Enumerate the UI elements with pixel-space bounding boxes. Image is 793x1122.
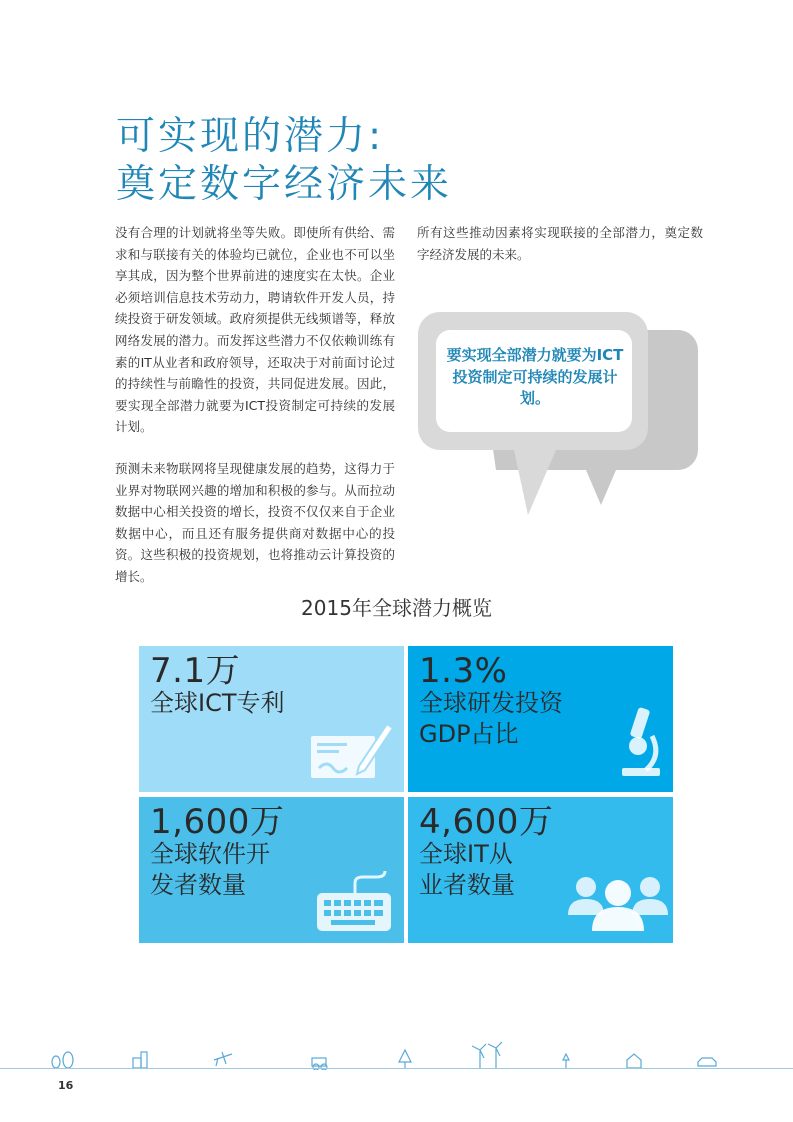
title-line-2: 奠定数字经济未来 — [116, 162, 453, 207]
title-line-1: 可实现的潜力: — [116, 114, 385, 159]
pull-quote: 要实现全部潜力就要为ICT投资制定可持续的发展计划。 — [446, 346, 624, 407]
speech-bubble-icon — [416, 310, 702, 530]
keyboard-icon — [315, 869, 395, 935]
stat-label: 全球IT从 业者数量 — [419, 840, 515, 899]
stat-value: 1,600万 — [150, 802, 285, 842]
city-icon — [133, 1052, 147, 1068]
left-text-column — [115, 222, 395, 608]
airplane-icon — [214, 1052, 232, 1066]
patent-certificate-pen-icon — [309, 716, 395, 782]
page-number: 16 — [58, 1079, 74, 1092]
small-tree-icon — [563, 1054, 569, 1068]
body-paragraph-1: 没有合理的计划就将坐等失败。即使所有供给、需求和与联接有关的体验均已就位，企业也不可以坐享其成，因为整个世界前进的速度实在太快。企业必须培训信息技术劳动力，聘请软件开发人员，持续投资于研发领域。政府须提供无线频谱等，释放网络发展的潜力。而发挥这些潜力不仅依赖训练有素的IT从业者和政府领导，还取决于对前面讨论过的持续性与前瞻性的投资，共同促进发展。因此，要实现全部潜力就要为ICT投资制定可持续的发展计划。 — [115, 225, 395, 435]
stat-value: 1.3% — [419, 651, 508, 691]
footer-divider — [0, 1068, 793, 1069]
body-paragraph-2: 预测未来物联网将呈现健康发展的趋势，这得力于业界对物联网兴趣的增加和积极的参与。从而拉动数据中心相关投资的增长，投资不仅仅来自于企业数据中心，而且还有服务提供商对数据中心的投资。这些积极的投资规划，也将推动云计算投资的增长。 — [115, 460, 395, 584]
stat-value: 7.1万 — [150, 651, 241, 691]
stat-label: 全球ICT专利 — [150, 689, 285, 717]
people-group-icon — [568, 869, 668, 935]
stat-tile-rd-investment — [408, 646, 673, 792]
stat-tile-it-workers — [408, 797, 673, 943]
car-icon — [698, 1058, 716, 1066]
stat-tile-software-developers — [139, 797, 404, 943]
stat-tile-ict-patents — [139, 646, 404, 792]
microscope-icon — [616, 706, 666, 782]
footer-landscape — [0, 1040, 793, 1070]
right-text-column — [417, 222, 703, 285]
tree-icon — [52, 1052, 73, 1068]
page-title — [116, 113, 452, 209]
pine-tree-icon — [399, 1050, 411, 1068]
wind-turbine-icon — [472, 1042, 502, 1068]
overview-title: 2015年全球潜力概览 — [301, 596, 492, 620]
stat-value: 4,600万 — [419, 802, 554, 842]
stat-label: 全球研发投资 GDP占比 — [419, 689, 563, 748]
house-icon — [627, 1054, 641, 1068]
body-paragraph-3: 所有这些推动因素将实现联接的全部潜力，奠定数字经济发展的未来。 — [417, 225, 703, 262]
stat-label: 全球软件开 发者数量 — [150, 840, 270, 899]
